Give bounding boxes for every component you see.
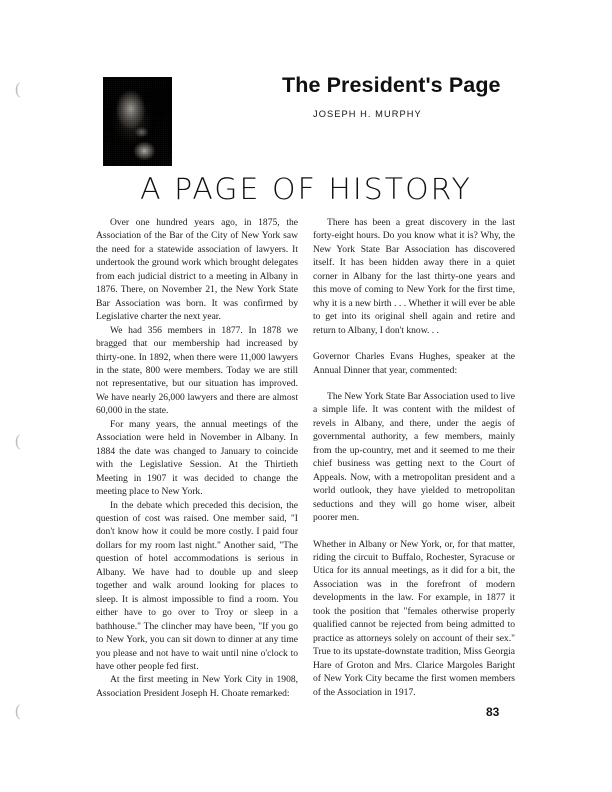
paragraph: In the debate which preceded this decision, the question of cost was raised. One member said, "I don't know how it could be more costly. I paid four dollars for my room last night." Another said, "The question of hotel accommodations is serious in Albany. We have had to double up and sleep together and walk around looking for places to sleep. It is almost impossible to find a room. You either have to go over to Troy or sleep in a bathhouse." The clincher may have been, "If you go to New York, you can sit down to dinner at any time you please and not have to wait until nine o'clock to have other people fed first. [96,499,298,672]
masthead-title: The President's Page [282,73,501,97]
scan-artifact-mark-top: ( [15,79,21,98]
paragraph: We had 356 members in 1877. In 1878 we bragged that our membership had increased by thirty-one. In 1892, when there were 11,000 lawyers in the state, 800 were members. Today we are still not representative, but our situation has improved. We have nearly 26,000 lawyers and there are almost 60,000 in the state. [96,324,298,417]
body-columns [96,216,516,700]
quote-attribution-hughes: Governor Charles Evans Hughes, speaker at the Annual Dinner that year, commented: [313,351,515,376]
block-quote-choate: There has been a great discovery in the last forty-eight hours. Do you know what it is? Why, the New York State Bar Association has discovered itself. It has been hidden away there in a quiet corner in Albany for the last thirty-one years and this move of coming to New York for the first time, why it is a new birth . . . Whether it will ever be able to get into its original shell again and retire and return to Albany, I don't know. . . [313,217,515,336]
article-display-title: A PAGE OF HISTORY [140,172,472,206]
paragraph: Over one hundred years ago, in 1875, the Association of the Bar of the City of New York saw the need for a statewide association of lawyers. It undertook the ground work which brought delegates from each judicial district to a meeting in Albany in 1876. There, on November 21, the New York State Bar Association was born. It was confirmed by Legislative charter the next year. [96,217,298,323]
block-quote-hughes: The New York State Bar Association used to live a simple life. It was content with the mildest of revels in Albany, and there, under the aegis of governmental authority, a few members, mainly from the up-country, met and it seemed to me their chief business was getting next to the Court of Appeals. Now, with a metropolitan president and a world outlook, they have yielded to metropolitan seductions and they will go home wiser, albeit poorer men. [313,390,515,524]
closing-paragraph: Whether in Albany or New York, or, for that matter, riding the circuit to Buffalo, Rochester, Syracuse or Utica for its annual meetings, as it did for a bit, the Association was in the forefront of modern developments in the law. For example, in 1877 it took the position that "females otherwise properly qualified cannot be rejected from being admitted to practice as attorneys solely on account of their sex." True to its upstate-downstate tradition, Miss Georgia Hare of Groton and Mrs. Clarice Margoles Baright of New York City became the first women members of the Association in 1917. [313,538,515,698]
scan-artifact-mark-bottom: ( [15,701,21,720]
right-column [313,216,515,700]
left-column [96,216,298,700]
paragraph: For many years, the annual meetings of the Association were held in November in Albany. In 1884 the date was changed to January to coincide with the Legislative Session. At the Thirtieth Meeting in 1907 it was decided to change the meeting place to New York. [96,418,298,498]
masthead-byline: JOSEPH H. MURPHY [313,109,422,119]
paragraph: At the first meeting in New York City in 1908, Association President Joseph H. Choate remarked: [96,674,298,699]
page-number: 83 [486,705,500,719]
author-portrait-photo [103,77,172,166]
scan-artifact-mark-middle: ( [15,431,21,450]
